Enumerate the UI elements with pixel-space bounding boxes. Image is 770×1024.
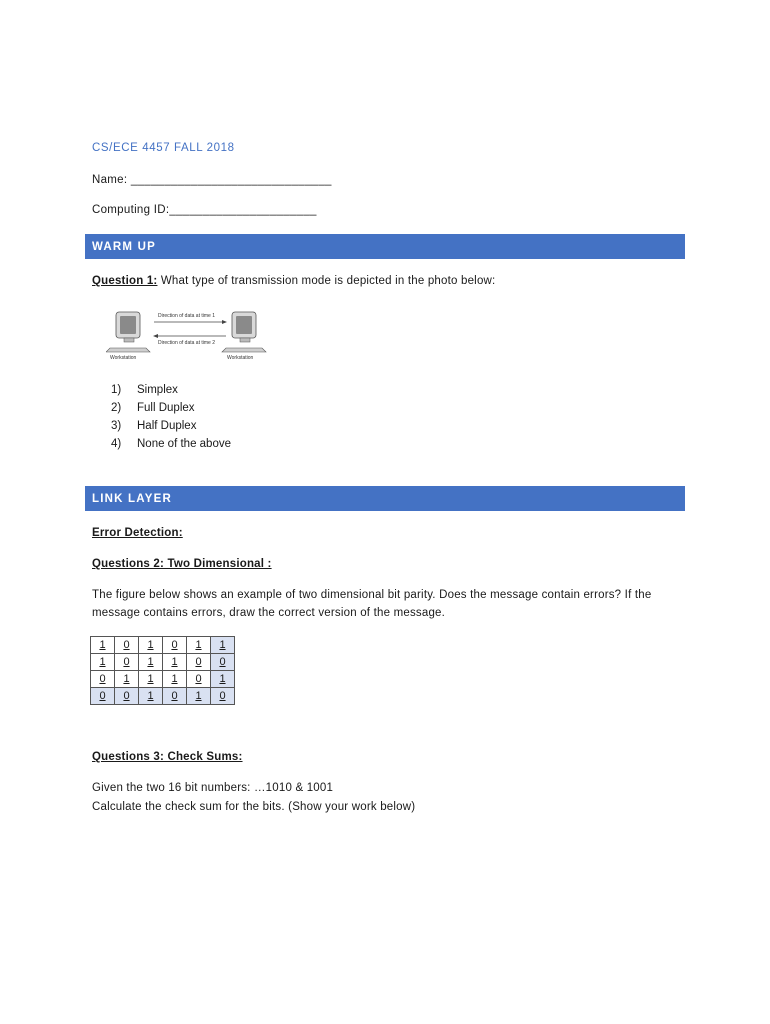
option-3-num: 3) — [111, 420, 122, 432]
course-title: CS/ECE 4457 FALL 2018 — [92, 142, 235, 154]
option-4-num: 4) — [111, 438, 122, 450]
computing-id-line: Computing ID:______________________ — [92, 204, 317, 216]
grid-parity-cell: 0 — [211, 654, 235, 671]
option-4-text: None of the above — [137, 438, 231, 450]
name-line: Name: ______________________________ — [92, 174, 332, 186]
question-2-line-2: message contains errors, draw the correct version of the message. — [92, 607, 446, 619]
parity-grid — [90, 636, 235, 705]
grid-cell: 0 — [115, 654, 139, 671]
error-detection-heading: Error Detection: — [92, 527, 183, 539]
link-layer-heading: LINK LAYER — [92, 492, 172, 505]
option-2-text: Full Duplex — [137, 402, 195, 414]
question-3-label: Questions 3: Check Sums: — [92, 751, 243, 763]
grid-parity-cell: 1 — [211, 637, 235, 654]
grid-cell: 0 — [91, 671, 115, 688]
grid-cell: 0 — [187, 654, 211, 671]
grid-parity-row — [91, 688, 235, 705]
option-4 — [111, 438, 231, 450]
question-3-line-2: Calculate the check sum for the bits. (Show your work below) — [92, 801, 416, 813]
grid-parity-cell: 1 — [187, 688, 211, 705]
option-3 — [111, 420, 196, 432]
grid-cell: 1 — [91, 654, 115, 671]
grid-cell: 0 — [163, 637, 187, 654]
grid-cell: 1 — [139, 637, 163, 654]
question-2-line-1: The figure below shows an example of two dimensional bit parity. Does the message contain errors? If the — [92, 589, 652, 601]
question-2-label: Questions 2: Two Dimensional : — [92, 558, 272, 570]
diagram-bottom-label: Direction of data at time 2 — [158, 340, 215, 346]
option-1 — [111, 384, 178, 396]
workstation-right-icon — [222, 312, 266, 352]
question-1-text: What type of transmission mode is depicted in the photo below: — [157, 275, 496, 287]
grid-cell: 0 — [115, 637, 139, 654]
question-1 — [92, 275, 495, 287]
grid-parity-cell: 0 — [115, 688, 139, 705]
option-2 — [111, 402, 195, 414]
grid-parity-cell: 0 — [163, 688, 187, 705]
diagram-right-caption: Workstation — [227, 355, 254, 361]
grid-cell: 1 — [139, 671, 163, 688]
grid-row — [91, 637, 235, 654]
question-3-line-1: Given the two 16 bit numbers: …1010 & 1001 — [92, 782, 334, 794]
workstation-left-icon — [106, 312, 150, 352]
grid-cell: 1 — [187, 637, 211, 654]
grid-cell: 1 — [163, 671, 187, 688]
diagram-left-caption: Workstation — [110, 355, 137, 361]
grid-cell: 1 — [115, 671, 139, 688]
question-1-label: Question 1: — [92, 275, 158, 287]
diagram-top-label: Direction of data at time 1 — [158, 313, 215, 319]
link-layer-banner — [85, 486, 685, 511]
grid-cell: 1 — [163, 654, 187, 671]
option-1-text: Simplex — [137, 384, 178, 396]
grid-parity-cell: 0 — [91, 688, 115, 705]
option-3-text: Half Duplex — [137, 420, 197, 432]
grid-row — [91, 654, 235, 671]
grid-parity-cell: 1 — [139, 688, 163, 705]
grid-cell: 1 — [91, 637, 115, 654]
grid-cell: 1 — [139, 654, 163, 671]
warm-up-banner — [85, 234, 685, 259]
grid-parity-cell: 1 — [211, 671, 235, 688]
warm-up-heading: WARM UP — [92, 240, 156, 253]
grid-row — [91, 671, 235, 688]
option-2-num: 2) — [111, 402, 122, 414]
transmission-diagram — [106, 306, 276, 362]
grid-cell: 0 — [187, 671, 211, 688]
option-1-num: 1) — [111, 384, 122, 396]
grid-parity-cell: 0 — [211, 688, 235, 705]
